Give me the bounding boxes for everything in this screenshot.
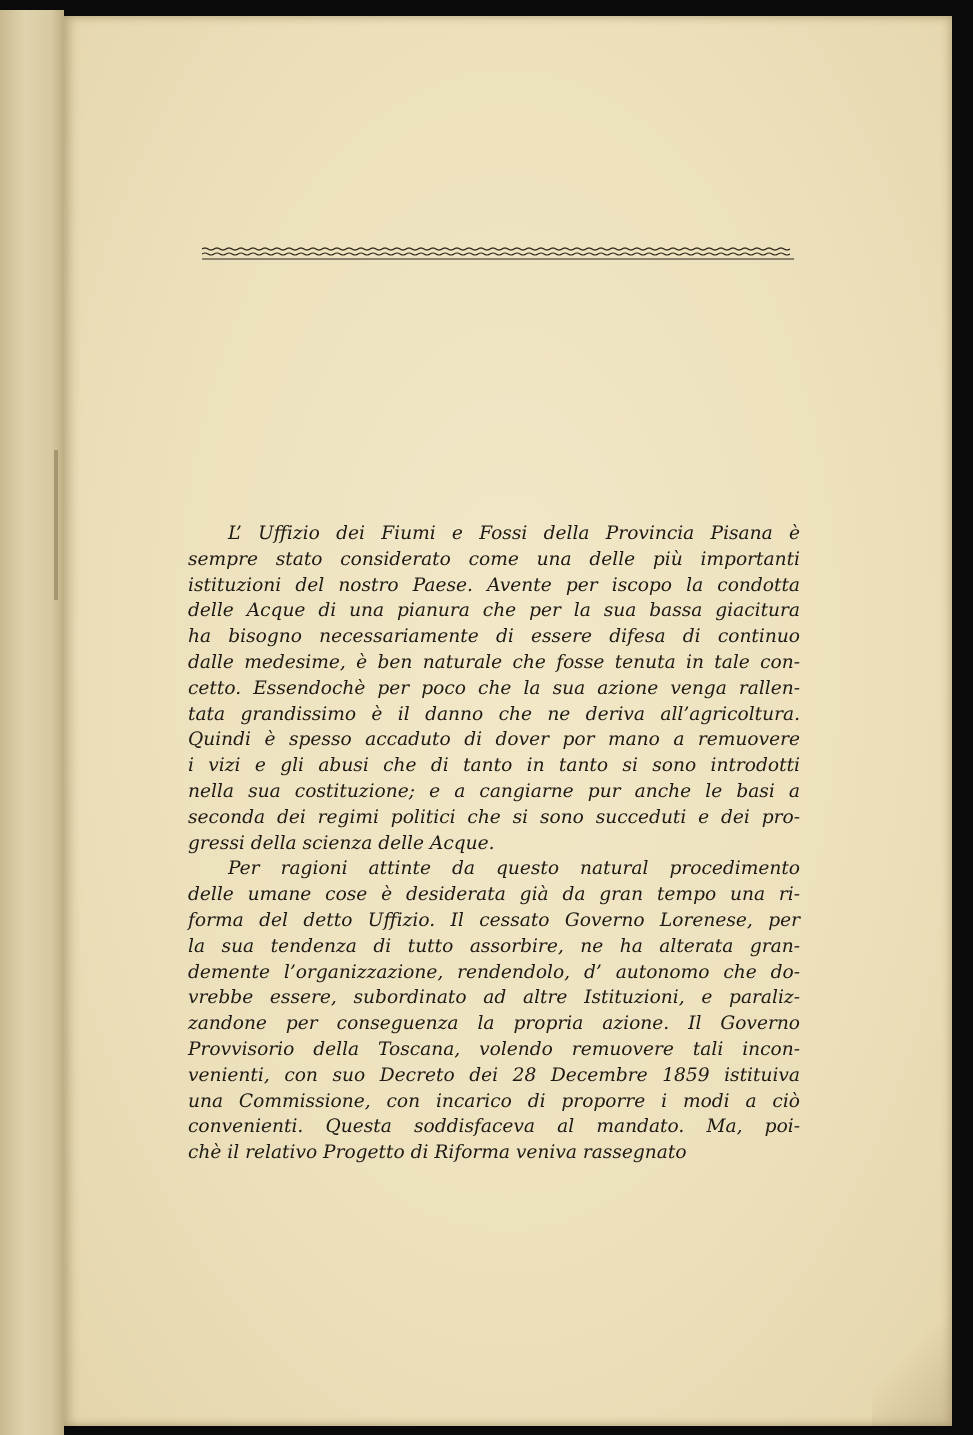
text-line: ha bisogno necessariamente di essere difesa di continuo	[188, 626, 800, 648]
text-line: tata grandissimo è il danno che ne deriva all’agricoltura.	[188, 703, 800, 725]
text-line: una Commissione, con incarico di proporre i modi a ciò	[188, 1090, 800, 1112]
text-line: i vizi e gli abusi che di tanto in tanto si sono introdotti	[188, 755, 800, 777]
text-line: delle umane cose è desiderata già da gran tempo una ri-	[188, 884, 800, 906]
text-line: dalle medesime, è ben naturale che fosse tenuta in tale con-	[188, 651, 800, 673]
wavy-rule-ornament	[202, 237, 794, 267]
text-line: sempre stato considerato come una delle più importanti	[188, 548, 800, 570]
text-line: Quindi è spesso accaduto di dover por mano a remuovere	[188, 729, 800, 751]
book-page	[64, 16, 952, 1426]
text-line: demente l’organizzazione, rendendolo, d’ autonomo che do-	[188, 961, 800, 983]
text-line: istituzioni del nostro Paese. Avente per iscopo la condotta	[188, 574, 800, 596]
text-line: nella sua costituzione; e a cangiarne pur anche le basi a	[188, 780, 800, 802]
text-line: Per ragioni attinte da questo natural procedimento	[228, 858, 800, 880]
text-line: forma del detto Uffizio. Il cessato Governo Lorenese, per	[188, 909, 800, 931]
text-line: la sua tendenza di tutto assorbire, ne ha alterata gran-	[188, 935, 800, 957]
paragraph	[188, 521, 800, 856]
text-line: cetto. Essendochè per poco che la sua azione venga rallen-	[188, 677, 800, 699]
text-line: L’ Uffizio dei Fiumi e Fossi della Provincia Pisana è	[228, 523, 800, 544]
text-line: delle Acque di una pianura che per la sua bassa giacitura	[188, 600, 800, 622]
text-line: zandone per conseguenza la propria azione. Il Governo	[188, 1013, 800, 1035]
text-line: convenienti. Questa soddisfaceva al mandato. Ma, poi-	[188, 1116, 800, 1138]
binding-crease	[54, 450, 58, 600]
text-line: venienti, con suo Decreto dei 28 Decembre 1859 istituiva	[188, 1064, 800, 1086]
text-line: vrebbe essere, subordinato ad altre Istituzioni, e paraliz-	[188, 987, 800, 1009]
facing-page-edge	[0, 10, 64, 1435]
body-text	[188, 521, 800, 1166]
paragraph	[188, 856, 800, 1166]
text-line: gressi della scienza delle Acque.	[188, 832, 495, 854]
text-line: chè il relativo Progetto di Riforma veniva rassegnato	[188, 1142, 687, 1164]
text-line: Provvisorio della Toscana, volendo remuovere tali incon-	[188, 1038, 800, 1060]
text-line: seconda dei regimi politici che si sono succeduti e dei pro-	[188, 806, 800, 828]
